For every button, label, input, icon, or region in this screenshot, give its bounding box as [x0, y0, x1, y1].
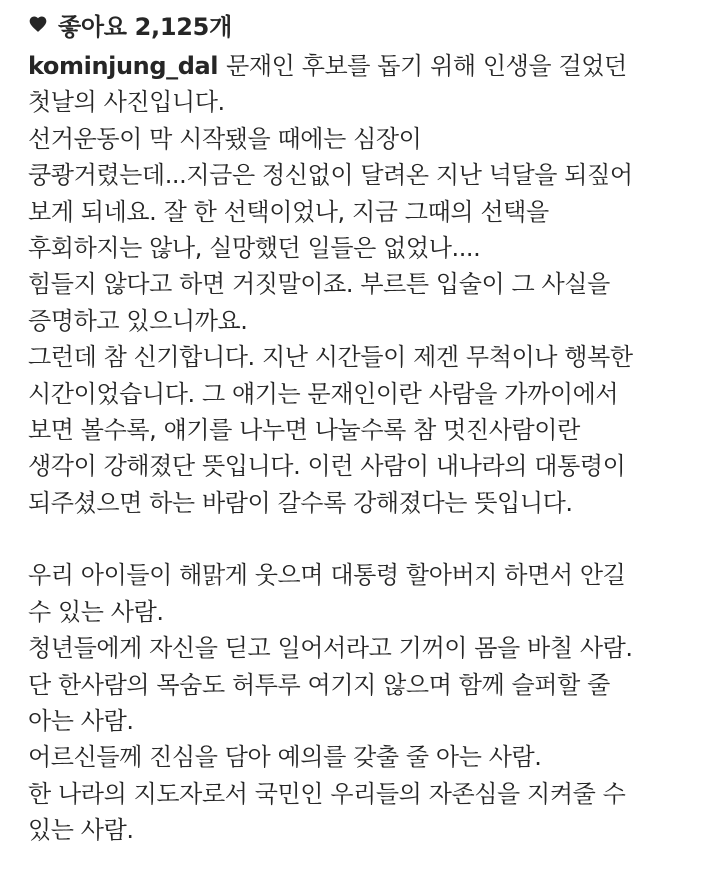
caption — [28, 48, 700, 849]
caption-line — [28, 594, 700, 630]
likes-count: 2,125개 — [134, 12, 232, 41]
caption-line — [28, 630, 700, 666]
caption-line — [28, 303, 700, 339]
caption-text: 아는 사람. — [28, 707, 134, 736]
caption-line — [28, 376, 700, 412]
caption-line — [28, 48, 700, 84]
caption-line — [28, 557, 700, 593]
caption-text: 쿵쾅거렸는데...지금은 정신없이 달려온 지난 넉달을 되짚어 — [28, 161, 633, 190]
caption-text: 청년들에게 자신을 딛고 일어서라고 기꺼이 몸을 바칠 사람. — [28, 634, 633, 663]
caption-line — [28, 339, 700, 375]
caption-text: 우리 아이들이 해맑게 웃으며 대통령 할아버지 하면서 안길 — [28, 561, 626, 590]
caption-text: 수 있는 사람. — [28, 597, 164, 626]
caption-text: 단 한사람의 목숨도 허투루 여기지 않으며 함께 슬퍼할 줄 — [28, 670, 610, 699]
caption-line — [28, 230, 700, 266]
caption-text: 보면 볼수록, 얘기를 나누면 나눌수록 참 멋진사람이란 — [28, 415, 580, 444]
caption-line — [28, 776, 700, 812]
caption-text: 후회하지는 않나, 실망했던 일들은 없었나.... — [28, 233, 481, 262]
heart-icon — [28, 14, 48, 34]
caption-line — [28, 448, 700, 484]
caption-text: 선거운동이 막 시작됐을 때에는 심장이 — [28, 124, 422, 153]
caption-line — [28, 521, 700, 557]
caption-text: 되주셨으면 하는 바람이 갈수록 강해졌다는 뜻입니다. — [28, 488, 573, 517]
caption-text: 보게 되네요. 잘 한 선택이었나, 지금 그때의 선택을 — [28, 197, 549, 226]
caption-line — [28, 739, 700, 775]
caption-line — [28, 194, 700, 230]
username-link[interactable]: kominjung_dal — [28, 52, 219, 80]
caption-text: 한 나라의 지도자로서 국민인 우리들의 자존심을 지켜줄 수 — [28, 779, 626, 808]
caption-line — [28, 266, 700, 302]
caption-text: 힘들지 않다고 하면 거짓말이죠. 부르튼 입술이 그 사실을 — [28, 270, 610, 299]
caption-line — [28, 485, 700, 521]
caption-text: 있는 사람. — [28, 816, 134, 845]
caption-line — [28, 667, 700, 703]
likes-label: 좋아요 — [58, 12, 127, 41]
caption-text: 첫날의 사진입니다. — [28, 88, 225, 117]
caption-text: 문재인 후보를 돕기 위해 인생을 걸었던 — [226, 52, 627, 80]
caption-line — [28, 121, 700, 157]
caption-text: 어르신들께 진심을 담아 예의를 갖출 줄 아는 사람. — [28, 743, 542, 772]
caption-line — [28, 812, 700, 848]
likes-row[interactable] — [28, 6, 700, 42]
caption-line — [28, 84, 700, 120]
caption-line — [28, 412, 700, 448]
caption-text: 생각이 강해졌단 뜻입니다. 이런 사람이 내나라의 대통령이 — [28, 452, 626, 481]
caption-text: 시간이었습니다. 그 얘기는 문재인이란 사람을 가까이에서 — [28, 379, 619, 408]
caption-line — [28, 703, 700, 739]
caption-text: 그런데 참 신기합니다. 지난 시간들이 제겐 무척이나 행복한 — [28, 343, 633, 372]
caption-text: 증명하고 있으니까요. — [28, 306, 248, 335]
caption-line — [28, 157, 700, 193]
